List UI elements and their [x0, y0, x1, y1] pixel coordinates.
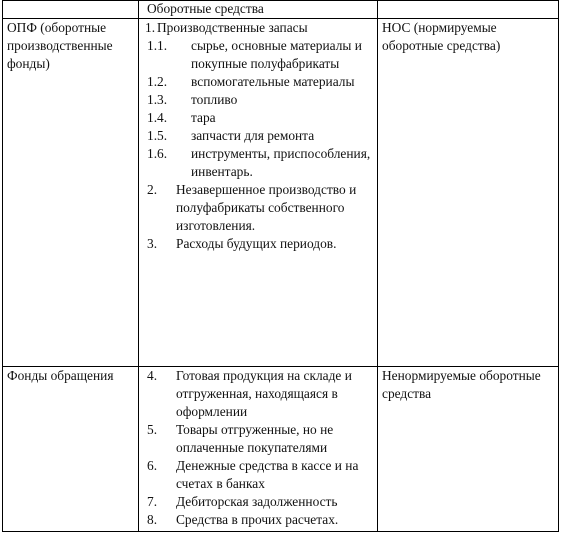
- list-item: [143, 109, 373, 127]
- item-text: Товары отгруженные, но не оплаченные покупателями: [176, 422, 334, 455]
- list-item: [143, 37, 373, 73]
- item-text: инструменты, приспособления, инвентарь.: [191, 146, 371, 179]
- item-number: 8.: [147, 512, 158, 527]
- category-cell-circulation-funds: Фонды обращения: [3, 367, 139, 532]
- header-cell-left: [3, 1, 139, 19]
- item-text: Готовая продукция на складе и отгруженная, находящаяся в оформлении: [176, 368, 352, 419]
- item-text: тара: [191, 110, 216, 125]
- item-text: Расходы будущих периодов.: [176, 236, 337, 251]
- category-cell-production-funds: ОПФ (оборотные производственные фонды): [3, 19, 139, 367]
- items-cell-circulation-funds: [139, 367, 378, 532]
- working-capital-table: [2, 0, 559, 532]
- list-item: [143, 421, 373, 457]
- header-cell-right: [378, 1, 559, 19]
- list-item: [143, 145, 373, 181]
- item-number: 2.: [147, 182, 158, 197]
- item-text: Производственные запасы: [157, 20, 308, 35]
- items-list-circulation-funds: [143, 367, 373, 529]
- list-item: [143, 91, 373, 109]
- item-number: 3.: [147, 236, 158, 251]
- list-item: [143, 181, 373, 235]
- list-item: [143, 457, 373, 493]
- list-item: [143, 367, 373, 421]
- list-item: [143, 493, 373, 511]
- item-text: Денежные средства в кассе и на счетах в банках: [176, 458, 359, 491]
- items-cell-production-funds: [139, 19, 378, 367]
- item-number: 1.1.: [147, 38, 168, 53]
- document-page: [2, 0, 558, 534]
- table-header-row: [3, 1, 559, 19]
- item-text: сырье, основные материалы и покупные полуфабрикаты: [191, 38, 362, 71]
- type-cell-normalized: НОС (нормируемые оборотные средства): [378, 19, 559, 367]
- type-cell-non-normalized: Ненормируемые оборотные средства: [378, 367, 559, 532]
- item-number: 4.: [147, 368, 158, 383]
- item-text: Незавершенное производство и полуфабрикаты собственного изготовления.: [176, 182, 357, 233]
- list-item: [143, 511, 373, 529]
- item-number: 1.6.: [147, 146, 168, 161]
- item-number: 1.: [145, 20, 156, 35]
- table-row-circulation-funds: [3, 367, 559, 532]
- list-item: [143, 235, 373, 253]
- items-list-production-funds: [143, 19, 373, 253]
- list-item: [143, 73, 373, 91]
- table-row-production-funds: [3, 19, 559, 367]
- item-text: вспомогательные материалы: [191, 74, 355, 89]
- item-number: 1.4.: [147, 110, 168, 125]
- item-number: 1.2.: [147, 74, 168, 89]
- item-number: 1.5.: [147, 128, 168, 143]
- item-number: 1.3.: [147, 92, 168, 107]
- header-cell-working-capital: Оборотные средства: [139, 1, 378, 19]
- item-text: Средства в прочих расчетах.: [176, 512, 339, 527]
- item-text: Дебиторская задолженность: [176, 494, 338, 509]
- item-number: 7.: [147, 494, 158, 509]
- item-number: 6.: [147, 458, 158, 473]
- item-text: топливо: [191, 92, 238, 107]
- list-item: [143, 19, 373, 37]
- item-number: 5.: [147, 422, 158, 437]
- list-item: [143, 127, 373, 145]
- item-text: запчасти для ремонта: [191, 128, 315, 143]
